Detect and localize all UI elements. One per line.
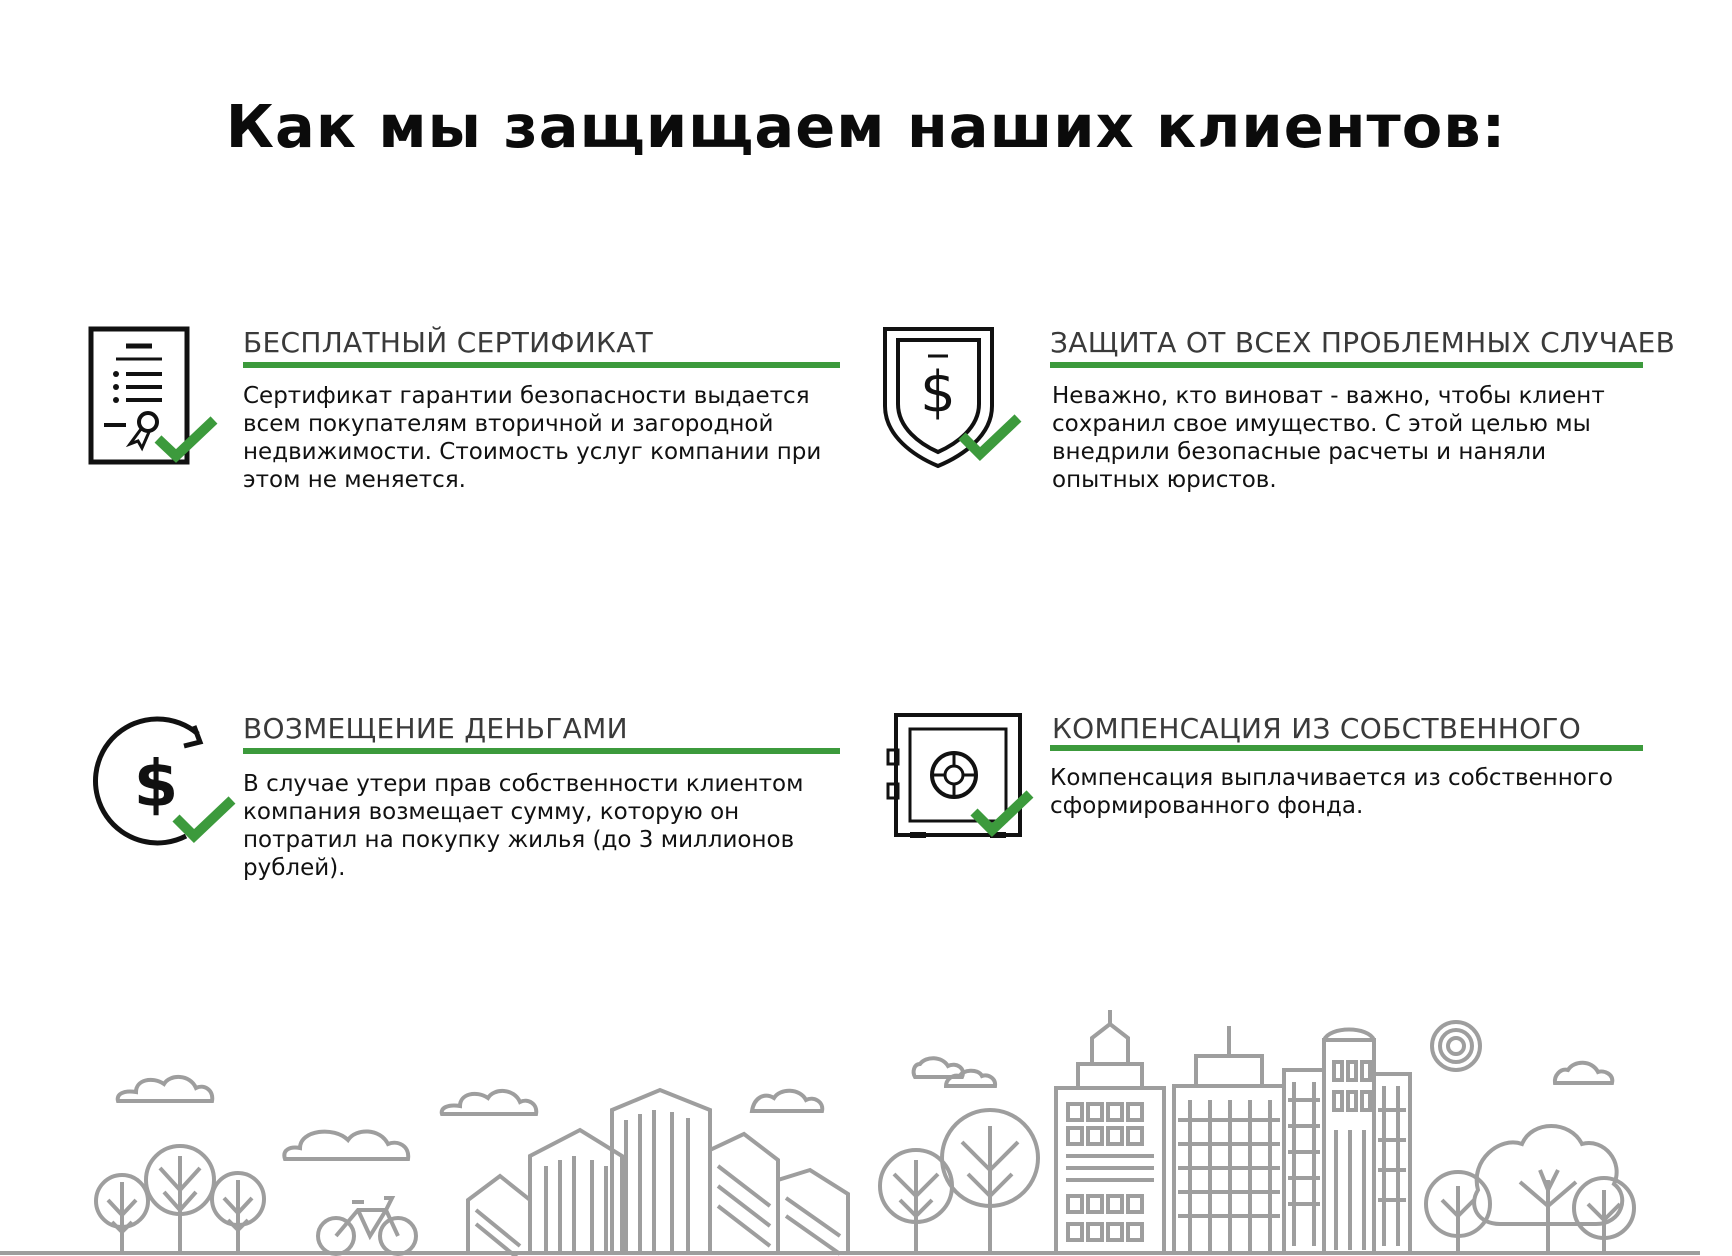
svg-text:$: $ [133, 748, 179, 822]
feature-description: Сертификат гарантии безопасности выдается всем покупателям вторичной и загородной недвижимости. Стоимость услуг компании при этом не меняется. [243, 383, 822, 493]
heading-underline [243, 748, 840, 754]
feature-description: Неважно, кто виноват - важно, чтобы клиент сохранил свое имущество. С этой целью мы внедрили безопасные расчеты и наняли опытных юристов. [1052, 383, 1605, 493]
refund-dollar-icon [86, 706, 241, 851]
heading-underline [1050, 745, 1643, 751]
feature-heading: ВОЗМЕЩЕНИЕ ДЕНЬГАМИ [243, 712, 628, 745]
shield-dollar-icon [882, 326, 1022, 471]
safe-icon [886, 712, 1034, 847]
page-title: Как мы защищаем наших клиентов: [225, 92, 1507, 161]
cityscape-illustration [0, 1010, 1732, 1256]
heading-underline [1050, 362, 1643, 368]
feature-description: В случае утери прав собственности клиентом компания возмещает сумму, которую он потратил на покупку жилья (до 3 миллионов рублей). [243, 771, 804, 881]
feature-heading: ЗАЩИТА ОТ ВСЕХ ПРОБЛЕМНЫХ СЛУЧАЕВ [1050, 326, 1676, 359]
feature-heading: КОМПЕНСАЦИЯ ИЗ СОБСТВЕННОГО [1052, 712, 1582, 745]
feature-heading: БЕСПЛАТНЫЙ СЕРТИФИКАТ [243, 326, 654, 359]
feature-description: Компенсация выплачивается из собственного сформированного фонда. [1050, 765, 1613, 819]
certificate-icon [86, 326, 221, 471]
svg-text:$: $ [920, 360, 956, 425]
heading-underline [243, 362, 840, 368]
